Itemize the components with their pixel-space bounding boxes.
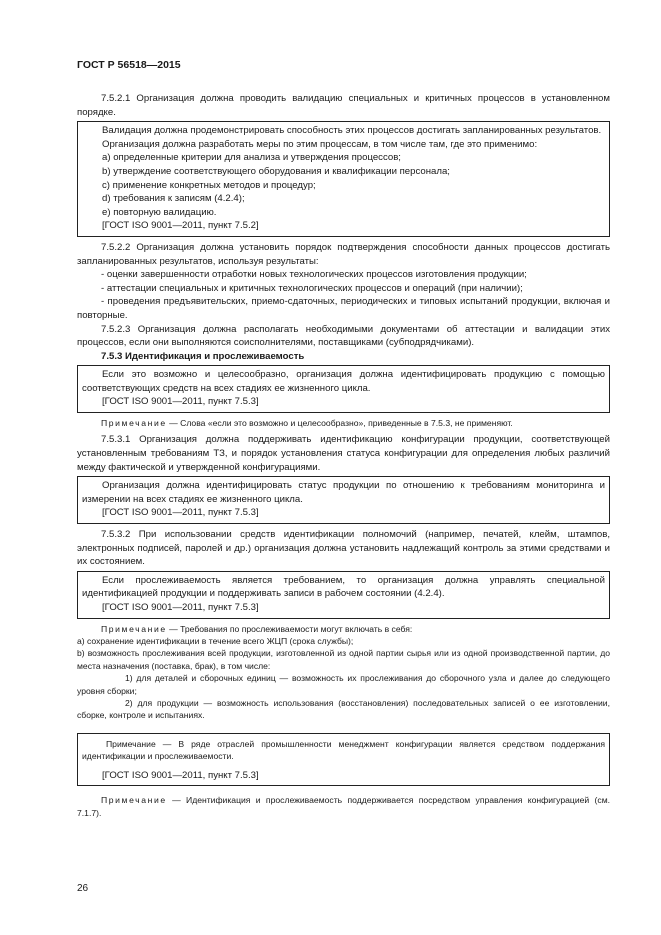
dash-item: - проведения предъявительских, приемо-сдаточных, периодических и типовых испытаний продукции, включая и повторные. xyxy=(77,296,610,321)
box-reference: [ГОСТ ISO 9001—2011, пункт 7.5.3] xyxy=(102,769,259,781)
note-subitem: 1) для деталей и сборочных единиц — возможность их прослеживания до сборочного узла и далее до следующего уровня сборки; xyxy=(77,673,610,696)
dash-item: - аттестации специальных и критичных технологических процессов и операций (при наличии); xyxy=(101,282,523,294)
note-label: Примечание xyxy=(101,418,167,429)
clause-7-5-2-2: 7.5.2.2 Организация должна установить порядок подтверждения способности данных процессов достигать запланированных результатов, используя результаты: xyxy=(77,241,610,267)
note-subitem: 2) для продукции — возможность использования (восстановления) последовательных записей о ее изготовлении, сборке, контроле и испытаниях. xyxy=(77,698,610,721)
iso-quote-box-note xyxy=(77,733,610,786)
iso-quote-box-7-5-2 xyxy=(77,121,610,237)
clause-7-5-2-3: 7.5.2.3 Организация должна располагать необходимыми документами об аттестации и валидации этих процессов, если они выполняются соисполнителями, поставщиками (субподрядчиками). xyxy=(77,323,610,349)
box-text: Валидация должна продемонстрировать способность этих процессов достигать запланированных результатов. xyxy=(102,125,602,137)
note-text: — Требования по прослеживаемости могут включать в себя: xyxy=(166,623,413,634)
box-reference: [ГОСТ ISO 9001—2011, пункт 7.5.3] xyxy=(102,507,259,519)
box-text: Организация должна разработать меры по этим процессам, в том числе там, где это применимо: xyxy=(102,138,538,150)
document-header: ГОСТ Р 56518—2015 xyxy=(77,59,181,71)
note-text: — В ряде отраслей промышленности менеджмент конфигурации является средством поддержания идентификации и прослеживаемости. xyxy=(82,738,605,762)
box-reference: [ГОСТ ISO 9001—2011, пункт 7.5.3] xyxy=(102,396,259,408)
note-3 xyxy=(77,794,610,819)
section-heading-7-5-3: 7.5.3 Идентификация и прослеживаемость xyxy=(101,350,305,362)
note-label: Примечание xyxy=(101,623,167,634)
list-item: а) определенные критерии для анализа и утверждения процессов; xyxy=(102,152,401,164)
box-reference: [ГОСТ ISO 9001—2011, пункт 7.5.3] xyxy=(102,602,259,613)
clause-7-5-3-2: 7.5.3.2 При использовании средств идентификации полномочий (например, печатей, клейм, штампов, электронных подписей, паролей и др.) организация должна установить надлежащий контроль за этими средствами и их состоянием. xyxy=(77,529,610,568)
list-item: c) применение конкретных методов и процедур; xyxy=(102,179,316,191)
iso-quote-box-7-5-3-b xyxy=(77,476,610,524)
note-1 xyxy=(77,417,610,429)
note-label: Примечание xyxy=(101,795,167,806)
clause-7-5-3-1: 7.5.3.1 Организация должна поддерживать идентификацию конфигурации продукции, соответствующей установленным требованиям ТЗ, и порядок установления статуса конфигурации для определения любых различий между фактической и утвержденной конфигурациями. xyxy=(77,434,610,473)
box-text: Если это возможно и целесообразно, организация должна идентифицировать продукцию с помощью соответствующих средств на всех стадиях ее жизненного цикла. xyxy=(82,369,605,394)
page-number: 26 xyxy=(77,883,89,894)
list-item: e) повторную валидацию. xyxy=(102,206,217,218)
box-text: Если прослеживаемость является требованием, то организация должна управлять специальной идентификацией продукции и поддерживать записи в рабочем состоянии (4.2.4). xyxy=(82,574,605,600)
clause-7-5-2-1: 7.5.2.1 Организация должна проводить валидацию специальных и критичных процессов в установленном порядке. xyxy=(77,93,610,118)
note-text: — Слова «если это возможно и целесообразно», приведенные в 7.5.3, не применяют. xyxy=(166,418,513,429)
box-text: Организация должна идентифицировать статус продукции по отношению к требованиям мониторинга и измерении на всех стадиях ее жизненного цикла. xyxy=(82,480,605,505)
note-2 xyxy=(77,623,610,722)
note-label: Примечание xyxy=(106,738,156,749)
iso-quote-box-7-5-3-c xyxy=(77,571,610,619)
note-item: а) сохранение идентификации в течение всего ЖЦП (срока службы); xyxy=(77,636,354,646)
iso-quote-box-7-5-3-a xyxy=(77,365,610,413)
box-reference: [ГОСТ ISO 9001—2011, пункт 7.5.2] xyxy=(102,220,259,232)
list-item: d) требования к записям (4.2.4); xyxy=(102,193,245,205)
list-item: b) утверждение соответствующего оборудования и квалификации персонала; xyxy=(102,165,450,177)
dash-item: - оценки завершенности отработки новых технологических процессов изготовления продукции; xyxy=(101,269,527,281)
note-item: b) возможность прослеживания всей продукции, изготовленной из одной партии сырья или из одной производственной партии, до места назначения (поставка, брак), в том числе: xyxy=(77,648,610,671)
note-text: — Идентификация и прослеживаемость поддерживается посредством управления конфигурацией (см. 7.1.7). xyxy=(77,795,610,818)
page-content xyxy=(77,92,610,823)
